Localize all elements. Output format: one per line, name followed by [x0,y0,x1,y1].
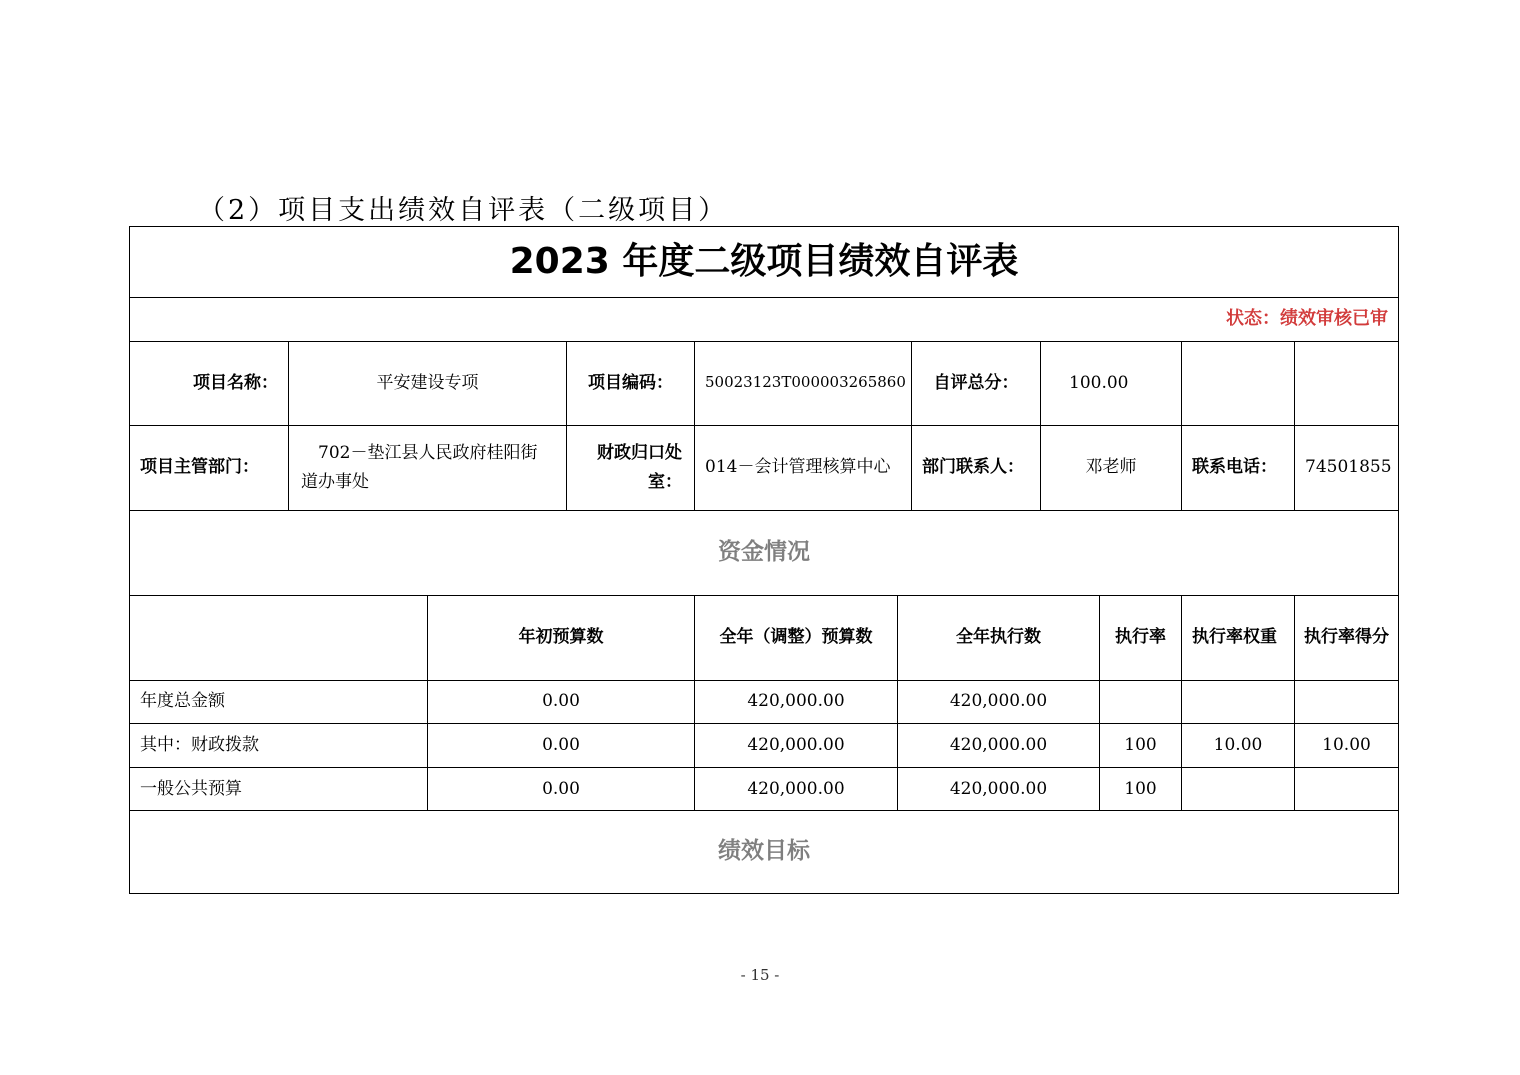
cell-initial: 0.00 [542,691,580,712]
cell-rate: 100 [1124,778,1157,799]
finance-office-value: 014－会计管理核算中心 [705,457,891,478]
self-score-label: 自评总分： [933,372,1019,393]
cell-weight [1182,768,1294,810]
finance-office-label: 财政归口处室： [597,442,682,492]
cell-score: 10.00 [1322,735,1371,756]
table-title: 2023 年度二级项目绩效自评表 [509,241,1019,283]
section-heading: （2）项目支出绩效自评表（二级项目） [198,195,729,226]
status-badge: 状态：绩效审核已审 [1226,307,1388,329]
cell-weight [1182,680,1294,723]
department-value: 702－垫江县人民政府桂阳街道办事处 [301,442,538,492]
page-number: - 15 - [740,966,780,984]
contact-label: 部门联系人： [922,457,1024,478]
goals-section-title: 绩效目标 [718,838,810,865]
cell-adjusted: 420,000.00 [747,778,845,799]
header-adjusted-budget: 全年（调整）预算数 [719,627,873,648]
header-exec-rate: 执行率 [1115,627,1166,648]
project-code-value: 50023123T000003265860 [705,373,906,392]
cell-executed: 420,000.00 [949,778,1048,799]
cell-executed: 420,000.00 [949,691,1048,712]
header-executed: 全年执行数 [956,627,1041,648]
table-row-label: 年度总金额 [140,691,225,712]
phone-label: 联系电话： [1192,457,1277,478]
header-rate-weight: 执行率权重 [1192,627,1277,648]
project-code-label: 项目编码： [588,372,673,393]
phone-value: 74501855 [1305,457,1392,478]
table-row-label: 一般公共预算 [140,778,242,799]
header-rate-score: 执行率得分 [1304,627,1389,648]
table-row-label: 其中：财政拨款 [140,735,259,756]
cell-score [1295,768,1398,810]
contact-value: 邓老师 [1085,457,1137,478]
cell-adjusted: 420,000.00 [747,735,845,756]
cell-adjusted: 420,000.00 [747,691,845,712]
header-initial-budget: 年初预算数 [518,627,604,648]
cell-rate: 100 [1124,735,1157,756]
project-name-value: 平安建设专项 [376,372,479,393]
cell-rate [1100,680,1181,723]
self-score-value: 100.00 [1069,372,1129,393]
cell-weight: 10.00 [1213,735,1263,756]
funds-section-title: 资金情况 [718,538,810,565]
cell-initial: 0.00 [542,778,580,799]
cell-score [1295,680,1398,723]
cell-initial: 0.00 [542,735,580,756]
department-label: 项目主管部门： [140,457,259,478]
project-name-label: 项目名称： [193,372,278,393]
evaluation-table [129,226,1399,894]
cell-executed: 420,000.00 [949,735,1048,756]
